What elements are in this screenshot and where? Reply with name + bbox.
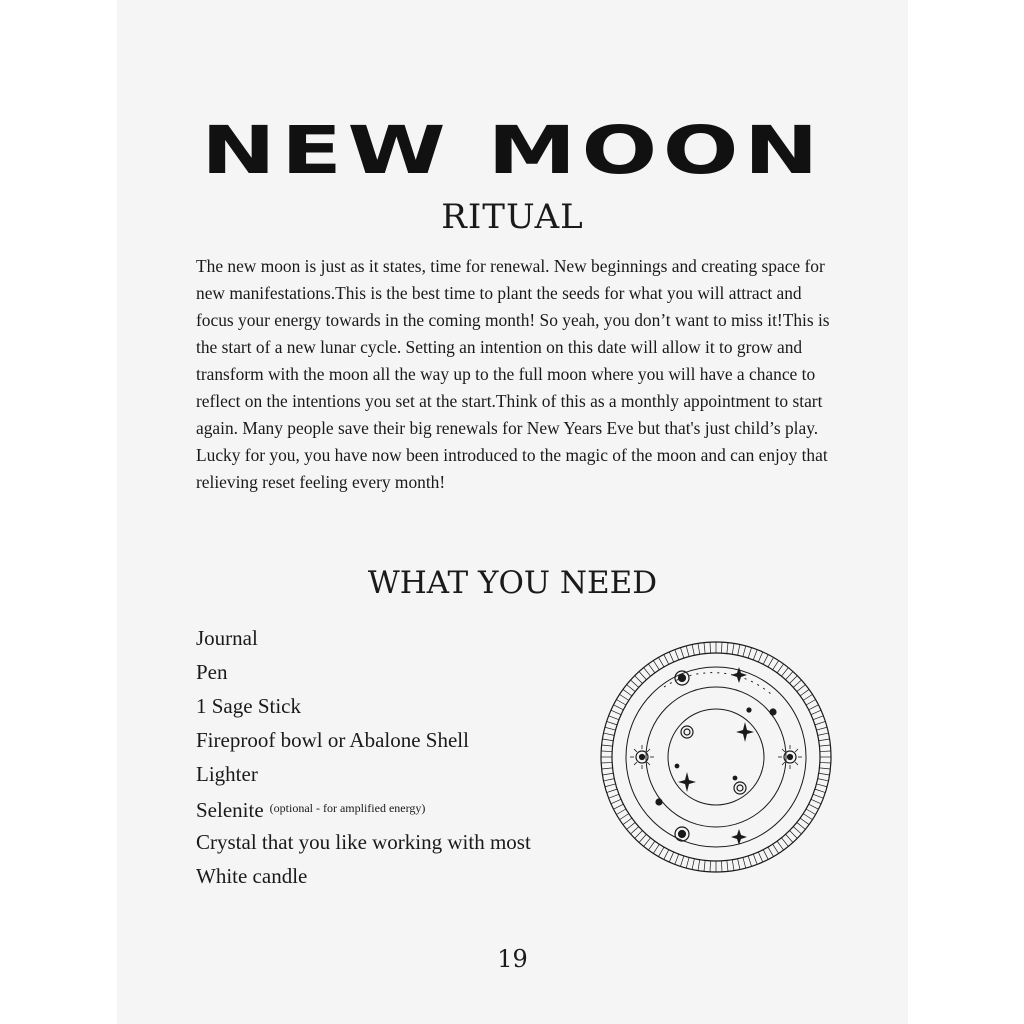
list-item	[196, 859, 531, 893]
list-item-note: (optional - for amplified energy)	[269, 801, 426, 815]
intro-paragraph: The new moon is just as it states, time for renewal. New beginnings and creating space for new manifestations.This is the best time to plant the seeds for what you will attract and focus your energy towards in the coming month! So yeah, you don’t want to miss it!This is the start of a new lunar cycle. Setting an intention on this date will allow it to grow and transform with the moon all the way up to the full moon where you will have a chance to reflect on the intentions you set at the start.Think of this as a monthly appointment to start again. Many people save their big renewals for New Years Eve but that's just child’s play. Lucky for you, you have now been introduced to the magic of the moon and can enjoy that relieving reset feeling every month!	[196, 256, 830, 492]
list-item-label: 1 Sage Stick	[196, 694, 301, 718]
list-item	[196, 621, 531, 655]
list-item	[196, 723, 531, 757]
list-item	[196, 655, 531, 689]
list-item-label: White candle	[196, 864, 308, 888]
list-item	[196, 757, 531, 791]
celestial-orbit-icon	[599, 640, 833, 874]
page-subtitle: RITUAL	[441, 197, 584, 237]
page-title: NEW MOON	[201, 112, 824, 189]
list-item	[196, 791, 531, 825]
list-item-label: Pen	[196, 660, 228, 684]
needs-list	[196, 621, 531, 893]
list-item-label: Selenite	[196, 798, 264, 822]
section-heading: WHAT YOU NEED	[367, 565, 658, 601]
list-item	[196, 825, 531, 859]
list-item-label: Crystal that you like working with most	[196, 830, 531, 854]
list-item-label: Journal	[196, 626, 258, 650]
list-item-label: Fireproof bowl or Abalone Shell	[196, 728, 469, 752]
list-item	[196, 689, 531, 723]
document-page	[117, 0, 908, 1024]
list-item-label: Lighter	[196, 762, 258, 786]
page-number: 19	[497, 945, 528, 973]
